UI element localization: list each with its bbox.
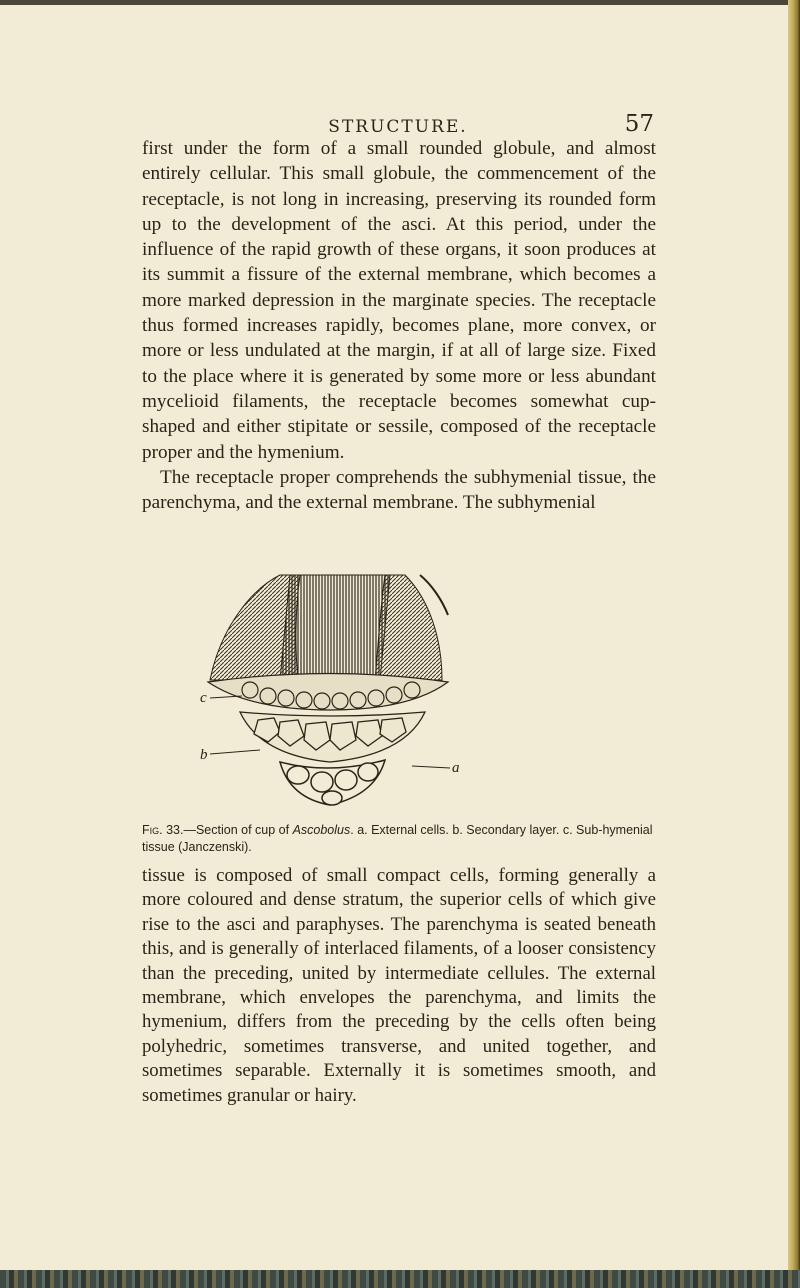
label-a: a [452,760,460,776]
external-cells [280,760,385,805]
caption-text: —Section of cup of [183,823,293,837]
body-text-bottom [142,864,656,1108]
paragraph: first under the form of a small rounded globule, and almost entirely cellular. This small globule, the commencement of the receptacle, is not long in increasing, preserving its rounded form up to the development of the asci. At this period, under the influence of the rapid growth of these organs, it soon produces at its summit a fissure of the external membrane, which becomes a more marked depression in the marginate species. The receptacle thus formed increases rapidly, becomes plane, more convex, or more or less undulated at the margin, if at all of large size. Fixed to the place where it is generated by some more or less abundant mycelioid filaments, the receptacle becomes somewhat cup-shaped and either stipitate or sessile, composed of the receptacle proper and the hymenium. [142,138,656,463]
caption-rest: . a. External cells. b. Secondary layer. c. Sub-hymenial tissue (Janczenski). [142,823,653,854]
figure-ascobolus-section [180,570,480,815]
label-b: b [200,747,208,763]
figure-caption [142,822,656,856]
label-c: c [200,690,207,706]
paragraph: tissue is composed of small compact cells, forming generally a more coloured and dense stratum, the superior cells of which give rise to the asci and paraphyses. The parenchyma is seated beneath this, and is generally of interlaced filaments, of a looser consistency than the preceding, united by intermediate cellules. The external membrane, which envelopes the parenchyma, and limits the hymenium, differs from the preceding by the cells often being polyhedric, sometimes transverse, and united together, and sometimes separable. Externally it is sometimes smooth, and sometimes granular or hairy. [142,865,656,1106]
body-text-top [142,136,656,515]
subhymenial-tissue [208,674,448,711]
paragraph: The receptacle proper comprehends the subhymenial tissue, the parenchyma, and the external membrane. The subhymenial [142,466,656,514]
page-top-edge [0,0,800,5]
secondary-layer [240,712,425,762]
page-bottom-edge [0,1270,800,1288]
book-spine-edge [788,0,800,1288]
caption-genus: Ascobolus [292,823,351,837]
running-title: STRUCTURE. [328,117,468,137]
page-number: 57 [624,111,654,137]
cup-section-illustration [180,570,480,815]
caption-figure-number: Fig. 33. [142,823,184,837]
hymenium-asci [210,575,448,680]
